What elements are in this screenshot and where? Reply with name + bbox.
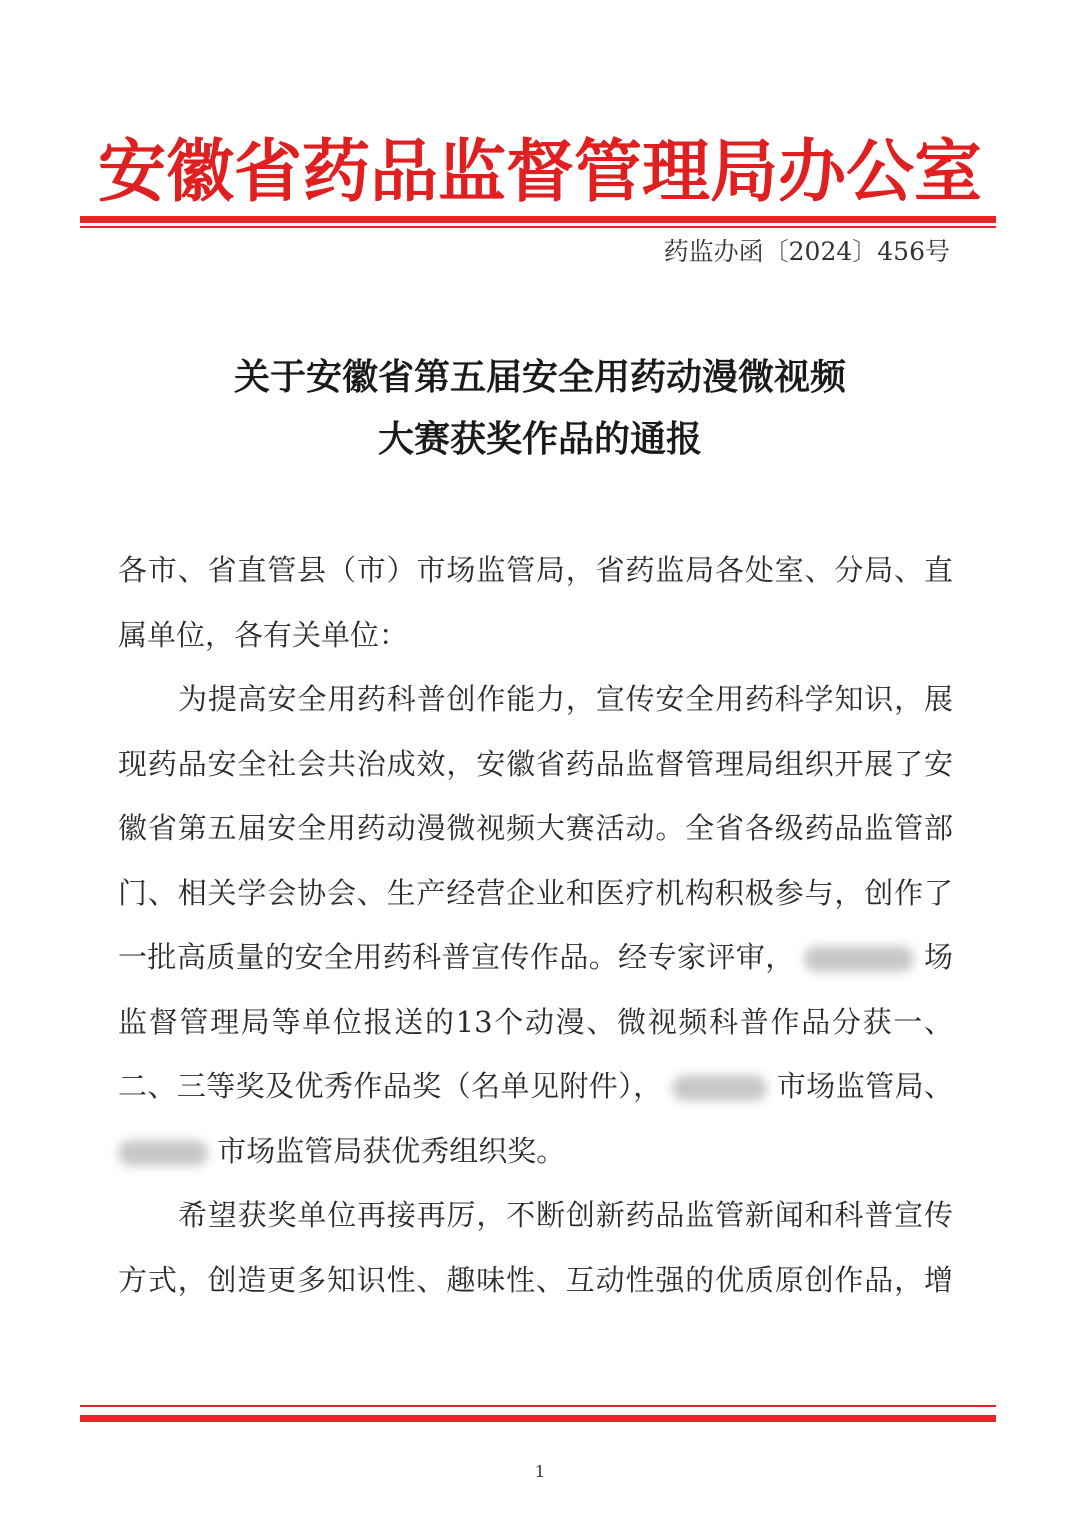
redacted-text xyxy=(804,946,914,972)
body-line: 监督管理局等单位报送的13个动漫、微视频科普作品分获一、 xyxy=(118,1004,953,1039)
body-line: 门、相关学会协会、生产经营企业和医疗机构积极参与，创作了 xyxy=(118,875,953,910)
body-line: 现药品安全社会共治成效，安徽省药品监督管理局组织开展了安 xyxy=(118,746,953,781)
body-line: 方式，创造更多知识性、趣味性、互动性强的优质原创作品，增 xyxy=(118,1262,953,1297)
footer-rule-thin xyxy=(80,1405,996,1407)
body-line xyxy=(118,1119,953,1184)
page-number: 1 xyxy=(534,1462,546,1481)
masthead-title: 安徽省药品监督管理局办公室 xyxy=(97,133,982,212)
redacted-text xyxy=(672,1075,767,1101)
body-line: 希望获奖单位再接再厉，不断创新药品监管新闻和科普宣传 xyxy=(178,1198,953,1232)
body-text: 二、三等奖及优秀作品奖（名单见附件）， xyxy=(118,1069,663,1103)
body-text: 一批高质量的安全用药科普宣传作品。经专家评审， xyxy=(118,940,795,974)
body-line xyxy=(118,925,953,990)
document-body xyxy=(118,538,953,1312)
footer-rule-thick xyxy=(80,1415,996,1422)
body-line: 各市、省直管县（市）市场监管局，省药监局各处室、分局、直 xyxy=(118,553,953,587)
body-line: 属单位，各有关单位： xyxy=(118,617,409,652)
body-line: 为提高安全用药科普创作能力，宣传安全用药科学知识，展 xyxy=(178,682,953,716)
document-title xyxy=(80,346,1000,470)
title-line-2: 大赛获奖作品的通报 xyxy=(377,418,702,460)
masthead-rule-thick xyxy=(80,216,996,223)
body-line xyxy=(118,1054,953,1119)
document-number: 药监办函〔2024〕456号 xyxy=(663,237,950,266)
body-text: 市场监管局、 xyxy=(776,1069,953,1103)
body-line: 徽省第五届安全用药动漫微视频大赛活动。全省各级药品监管部 xyxy=(118,811,953,845)
body-text: 市场监管局获优秀组织奖。 xyxy=(217,1133,566,1168)
masthead-rule-thin xyxy=(80,226,996,228)
title-line-1: 关于安徽省第五届安全用药动漫微视频 xyxy=(233,356,846,398)
redacted-text xyxy=(118,1140,208,1166)
body-text: 场 xyxy=(923,940,953,974)
